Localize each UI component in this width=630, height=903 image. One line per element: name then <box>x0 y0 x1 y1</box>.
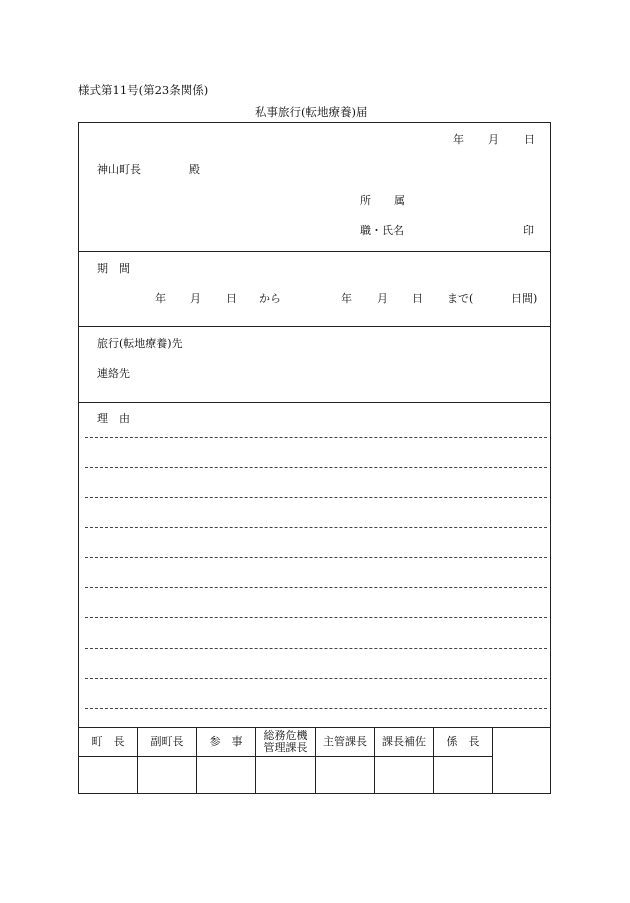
approval-stamp-cell[interactable] <box>138 757 196 793</box>
affiliation-label-2: 属 <box>394 194 405 207</box>
period-label-1: 期 <box>97 262 108 275</box>
reason-line[interactable] <box>85 678 547 679</box>
divider-destination <box>78 326 551 327</box>
honorific: 殿 <box>189 163 200 176</box>
approval-header-general-affairs: 総務危機 管理課長 <box>263 728 308 754</box>
reason-line[interactable] <box>85 708 547 709</box>
date-year-label: 年 <box>453 133 464 146</box>
approval-stamp-cell[interactable] <box>375 757 433 793</box>
reason-line[interactable] <box>85 437 547 438</box>
destination-label: 旅行(転地療養)先 <box>97 337 183 350</box>
from-month: 月 <box>190 292 201 305</box>
approval-header-deputy-mayor: 副町長 <box>150 734 184 748</box>
reason-line[interactable] <box>85 527 547 528</box>
approval-header-mayor: 町 長 <box>91 734 125 748</box>
reason-line[interactable] <box>85 617 547 618</box>
approval-stamp-cell[interactable] <box>79 757 137 793</box>
reason-line[interactable] <box>85 648 547 649</box>
addressee: 神山町長 <box>97 163 141 176</box>
from-year: 年 <box>155 292 166 305</box>
divider-period <box>78 251 551 252</box>
approval-stamp-cell[interactable] <box>316 757 374 793</box>
approval-stamp-cell[interactable] <box>256 757 315 793</box>
form-frame <box>78 122 551 794</box>
reason-line[interactable] <box>85 467 547 468</box>
date-day-label: 日 <box>524 133 535 146</box>
name-label: 職・氏名 <box>360 224 404 237</box>
reason-label-1: 理 <box>97 412 108 425</box>
to-day: 日 <box>412 292 423 305</box>
affiliation-label-1: 所 <box>360 194 371 207</box>
date-month-label: 月 <box>488 133 499 146</box>
to-year: 年 <box>341 292 352 305</box>
approval-extra-cell[interactable] <box>493 728 550 793</box>
approval-header-subsection-chief: 係 長 <box>446 734 480 748</box>
days-suffix: 日間) <box>511 292 538 305</box>
approval-stamp-cell[interactable] <box>434 757 492 793</box>
divider-reason <box>78 402 551 403</box>
approval-stamp-cell[interactable] <box>197 757 255 793</box>
approval-header-councilor: 参 事 <box>209 734 243 748</box>
reason-line[interactable] <box>85 557 547 558</box>
from-day: 日 <box>226 292 237 305</box>
seal-mark: 印 <box>523 224 534 237</box>
reason-line[interactable] <box>85 497 547 498</box>
period-label-2: 間 <box>119 262 130 275</box>
reason-line[interactable] <box>85 587 547 588</box>
form-number: 様式第11号(第23条関係) <box>78 83 209 97</box>
contact-label: 連絡先 <box>97 367 130 380</box>
approval-header-section-chief: 主管課長 <box>323 734 367 748</box>
from-suffix: から <box>259 292 281 305</box>
approval-header-assistant-chief: 課長補佐 <box>382 734 426 748</box>
reason-label-2: 由 <box>119 412 130 425</box>
to-month: 月 <box>377 292 388 305</box>
to-suffix: まで( <box>447 292 474 305</box>
form-title: 私事旅行(転地療養)届 <box>255 105 368 119</box>
